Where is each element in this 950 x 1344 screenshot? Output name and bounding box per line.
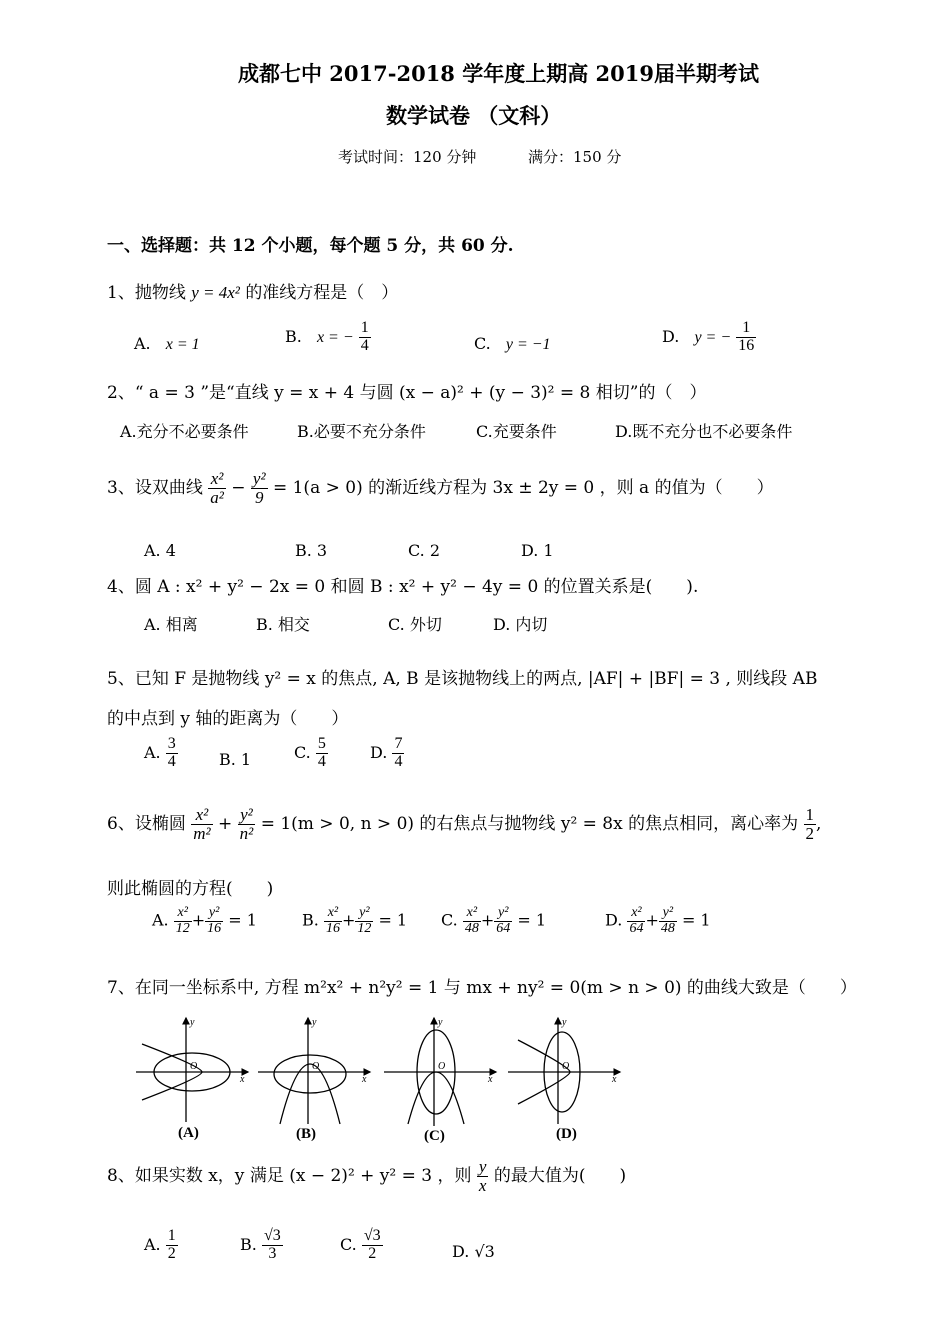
q7-a-caption: (A) <box>178 1125 199 1141</box>
q8-d-text: √3 <box>474 1242 495 1261</box>
question-7: 7、在同一坐标系中, 方程 m²x² + n²y² = 1 与 mx + ny² = 0(m > n > 0) 的曲线大致是（ ） <box>107 978 857 998</box>
q1-stem-a: 1、抛物线 <box>107 283 186 303</box>
q7-c-y-label: y <box>438 1017 443 1028</box>
q6-c-den2: 64 <box>496 920 511 936</box>
q1-b-den: 4 <box>360 336 369 354</box>
q6-d-den2: 48 <box>660 920 675 936</box>
q2-option-b: B.必要不充分条件 <box>297 422 426 441</box>
q6-c-eq: = 1 <box>517 910 547 930</box>
question-5-line1: 5、已知 F 是抛物线 y² = x 的焦点, A, B 是该抛物线上的两点, |AF| + |BF| = 3 , 则线段 AB <box>107 669 818 689</box>
q3-frac2-num: y² <box>252 469 266 488</box>
q7-d-x-label: x <box>612 1074 617 1085</box>
q6-option-d: D. $\frac{\text{x²}}{64}$ + $\frac{\text{y²}}{48}$ = 1 <box>605 905 711 936</box>
q2-option-c: C.充要条件 <box>476 422 557 441</box>
q7-b-caption: (B) <box>296 1126 316 1142</box>
question-1 <box>107 278 398 303</box>
q7-b-origin: O <box>312 1061 320 1072</box>
q3-option-b: B. 3 <box>295 541 328 560</box>
q1-d-label: D. <box>662 326 680 346</box>
q7-b-y-label: y <box>312 1017 317 1028</box>
q6-a-num2: y² <box>205 906 223 922</box>
q1-option-b <box>285 320 371 355</box>
q6-b-num1: x² <box>324 906 342 922</box>
q2-option-d: D.既不充分也不必要条件 <box>615 422 793 441</box>
q7-figure-c <box>384 1018 496 1126</box>
q4-option-c: C. 外切 <box>388 615 442 634</box>
q1-b-pre: x = − <box>316 328 354 346</box>
question-6-line2: 则此椭圆的方程( ) <box>107 879 274 899</box>
q7-a-origin: O <box>190 1061 198 1072</box>
q6-a-label: A. <box>152 910 169 930</box>
q7-a-y-label: y <box>190 1017 195 1028</box>
q6-d-den1: 64 <box>629 920 644 936</box>
q5-c-num: 5 <box>317 735 326 752</box>
question-6: 6、设椭圆 $\frac{\text{x²}}{\text{m²}}$ + $\frac{\text{y²}}{\text{n²}}$ = 1(m > 0, n > 0) 的右焦点与抛物线 y² = 8x 的焦点相同，离心率为 $\frac{1}{2}$ , <box>107 805 822 843</box>
q6-frac2-num: y² <box>238 806 256 825</box>
q5-a-num: 3 <box>167 735 176 752</box>
q8-frac-num: y <box>478 1157 487 1176</box>
q6-stem-b: = 1(m > 0, n > 0) 的右焦点与抛物线 y² = 8x 的焦点相同，离心率为 <box>260 813 799 834</box>
q6-d-label: D. <box>605 910 623 930</box>
question-5-line2: 的中点到 y 轴的距离为（ ） <box>107 709 349 729</box>
question-4: 4、圆 A : x² + y² − 2x = 0 和圆 B : x² + y² − 4y = 0 的位置关系是( ). <box>107 577 699 597</box>
exam-time: 考试时间：120 分钟 <box>338 148 477 166</box>
q7-d-y-label: y <box>562 1017 567 1028</box>
q5-c-label: C. <box>294 742 311 762</box>
q8-option-a <box>144 1228 178 1263</box>
q7-b-x-label: x <box>362 1074 367 1085</box>
q5-d-den: 4 <box>394 752 403 770</box>
q6-e-den: 2 <box>805 823 815 843</box>
section-heading: 一、选择题：共 12 个小题，每个题 5 分，共 60 分. <box>107 236 514 256</box>
q6-frac1-den: m² <box>193 823 211 843</box>
q8-c-label: C. <box>340 1234 357 1254</box>
q8-a-num: 1 <box>167 1227 176 1244</box>
q3-frac2-den: 9 <box>254 487 264 507</box>
q1-option-a <box>134 334 200 354</box>
question-2: 2、“ a = 3 ”是“直线 y = x + 4 与圆 (x − a)² + (y − 3)² = 8 相切”的（ ） <box>107 383 707 403</box>
q6-frac1-num: x² <box>191 806 212 825</box>
q1-a-label: A. <box>134 334 151 353</box>
q3-option-d: D. 1 <box>521 541 554 560</box>
q6-c-den1: 48 <box>464 920 479 936</box>
q5-a-label: A. <box>144 742 161 762</box>
q4-option-d: D. 内切 <box>493 615 548 634</box>
exam-score: 满分：150 分 <box>528 148 622 166</box>
q6-c-label: C. <box>441 910 458 930</box>
q6-b-eq: = 1 <box>378 910 408 930</box>
exam-subtitle: 数学试卷 （文科） <box>386 103 562 128</box>
q1-stem-b: 的准线方程是（ ） <box>245 283 399 303</box>
question-8 <box>107 1158 626 1195</box>
q7-c-caption: (C) <box>424 1128 445 1144</box>
q7-c-origin: O <box>438 1061 446 1072</box>
q6-option-c: C. $\frac{\text{x²}}{48}$ + $\frac{\text{y²}}{64}$ = 1 <box>441 905 547 936</box>
q6-a-num1: x² <box>174 906 192 922</box>
q1-d-pre: y = − <box>694 328 732 346</box>
q8-stem-a: 8、如果实数 x，y 满足 (x − 2)² + y² = 3 ，则 <box>107 1165 472 1186</box>
q5-option-d <box>370 736 404 771</box>
q1-stem-math: y = 4x² <box>191 283 240 302</box>
exam-title: 成都七中 2017-2018 学年度上期高 2019届半期考试 <box>238 61 759 86</box>
q2-option-a: A.充分不必要条件 <box>120 422 249 441</box>
q8-frac-den: x <box>478 1175 487 1195</box>
q1-option-d <box>662 320 756 355</box>
q1-d-num: 1 <box>736 320 756 338</box>
q6-frac2-den: n² <box>239 823 254 843</box>
q1-b-num: 1 <box>360 319 369 336</box>
q4-option-b: B. 相交 <box>256 615 310 634</box>
q5-option-a <box>144 736 178 771</box>
q3-option-c: C. 2 <box>408 541 441 560</box>
q6-option-b: B. $\frac{\text{x²}}{16}$ + $\frac{\text{y²}}{12}$ = 1 <box>302 905 408 936</box>
q3-option-a: A. 4 <box>144 541 176 560</box>
q5-option-c <box>294 736 328 771</box>
q8-c-num: √3 <box>363 1227 381 1244</box>
q6-b-den2: 12 <box>357 920 372 936</box>
q8-option-d <box>452 1242 495 1261</box>
q8-option-c <box>340 1228 383 1263</box>
q7-a-x-label: x <box>240 1074 245 1085</box>
q3-stem-a: 3、设双曲线 <box>107 477 203 498</box>
q1-c-text: y = −1 <box>505 336 551 353</box>
q5-option-b: B. 1 <box>219 750 252 769</box>
q1-option-c <box>474 334 551 354</box>
q6-stem-a: 6、设椭圆 <box>107 813 186 834</box>
q1-d-den: 16 <box>738 336 755 354</box>
q6-b-num2: y² <box>355 906 373 922</box>
q3-frac1-num: x² <box>208 470 226 489</box>
q5-a-den: 4 <box>167 752 176 770</box>
q6-a-eq: = 1 <box>228 910 257 930</box>
q8-a-den: 2 <box>167 1244 176 1262</box>
q8-option-b <box>240 1228 283 1263</box>
q5-c-den: 4 <box>317 752 326 770</box>
q1-a-text: x = 1 <box>165 336 200 353</box>
q7-figures <box>130 1012 630 1152</box>
q4-option-a: A. 相离 <box>144 615 198 634</box>
q6-c-num1: x² <box>463 906 481 922</box>
q8-b-num: √3 <box>263 1227 281 1244</box>
q6-d-num1: x² <box>627 906 645 922</box>
q5-d-num: 7 <box>394 735 403 752</box>
q8-stem-b: 的最大值为( ) <box>493 1165 627 1186</box>
q6-option-a: A. $\frac{\text{x²}}{12}$ + $\frac{\text{y²}}{16}$ = 1 <box>152 905 257 936</box>
q8-b-den: 3 <box>268 1244 277 1262</box>
q8-d-label: D. <box>452 1242 470 1261</box>
q6-d-num2: y² <box>659 906 677 922</box>
q6-d-eq: = 1 <box>681 910 711 930</box>
q8-a-label: A. <box>144 1234 161 1254</box>
q8-b-label: B. <box>240 1234 257 1254</box>
q7-d-caption: (D) <box>556 1126 577 1142</box>
q6-b-den1: 16 <box>325 920 340 936</box>
q1-c-label: C. <box>474 334 491 353</box>
q3-stem-b: = 1(a > 0) 的渐近线方程为 3x ± 2y = 0 ，则 a 的值为（ ） <box>272 477 774 498</box>
q6-b-label: B. <box>302 910 319 930</box>
q6-a-den2: 16 <box>207 920 222 936</box>
q6-e-num: 1 <box>805 805 815 824</box>
q6-a-den1: 12 <box>175 920 190 936</box>
q7-d-origin: O <box>562 1061 570 1072</box>
q8-c-den: 2 <box>368 1244 377 1262</box>
question-3: 3、设双曲线 $\frac{\text{x²}}{\text{a²}}$ − $\frac{\text{y²}}{9}$ = 1(a > 0) 的渐近线方程为 3x ± 2y = 0 ，则 a 的值为（ ） <box>107 469 774 507</box>
q6-c-num2: y² <box>494 906 512 922</box>
q5-d-label: D. <box>370 742 388 762</box>
q1-b-label: B. <box>285 326 302 346</box>
q3-frac1-den: a² <box>210 487 224 507</box>
q7-c-x-label: x <box>488 1074 493 1085</box>
